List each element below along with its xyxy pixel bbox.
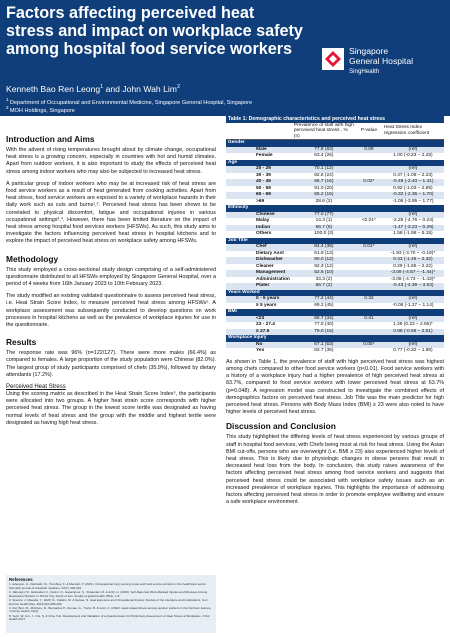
row-label: Administration — [256, 276, 290, 282]
table-caption: Table 1: Demographic characteristics and perceived heat stress — [226, 116, 444, 123]
section-results — [6, 337, 216, 427]
row-label: Chef — [226, 244, 292, 251]
author-1: Kenneth Bao Ren Leong — [6, 84, 101, 94]
row-label: 40 - 49 — [226, 179, 292, 186]
logo-line-1: Singapore — [349, 46, 389, 56]
row-coefficient: -3.08 (-4.73 – -1.43)* — [390, 276, 436, 282]
row-label: >69 — [256, 198, 265, 204]
row-prevalence: 79.0 (15) — [292, 329, 356, 336]
group-label: Job Title — [226, 238, 444, 245]
row-label: ≥ 27.5 — [226, 329, 292, 336]
table-group-header — [226, 140, 444, 147]
poster-title: Factors affecting perceived heat stress and impact on workplace safety among hospital food service workers — [6, 4, 303, 58]
row-coefficient: (ref) — [382, 212, 444, 219]
reference-item: 3. Spector, J. Masuda, Y., Wolff, N., Calkins, M. & Seixas, N. Heat Exposure and Occupational Injuries: Review of the Literature and Implications. Curr Environ Health Rep. 2019;6(4):286-296. — [9, 597, 208, 606]
row-label: Indian — [226, 225, 292, 232]
affiliation-2: $^2$ MOH Holdings, Singapore — [6, 105, 75, 114]
reference-item: 1. Adeogun, H., Darkwah, M., Trombley, K. & Mensah, P. (2021). Occupational injury among cooks and food service workers in the healthcare sector. Scientific journal of industrial medicine, 62(7), 609-616. — [9, 582, 207, 590]
reference-item: 4. Dul, Borr, M., McIntyre, D., Bernardes P., Dumas, G., Trucci, B. & Ianni, A. (2022). Heat related illness among outdoor workers in the Northern Europe, J Occup Health, 64(1). — [9, 605, 212, 614]
results-subheading: Perceived Heat Stress — [6, 384, 66, 391]
row-coefficient: -0.49 (-2.40 – 1.41) — [382, 179, 444, 186]
row-coefficient: (ref) — [382, 296, 444, 303]
row-coefficient: -0.06 (-1.27 – 1.14) — [392, 302, 434, 308]
row-label: 50 - 59 — [256, 185, 271, 191]
row-prevalence: 67.1 (53) — [292, 342, 356, 349]
row-label: Malay — [256, 218, 270, 224]
group-label: Ethnicity — [226, 205, 444, 212]
results-heading: Results — [6, 337, 37, 348]
row-label: Management — [226, 270, 292, 277]
right-column — [226, 116, 444, 511]
row-pvalue: <0.01* — [361, 218, 376, 224]
row-pvalue — [356, 348, 382, 355]
row-prevalence: 77.2 (44) — [292, 296, 356, 303]
row-coefficient: 0.47 (-1.08 – 2.23) — [393, 172, 433, 178]
row-label: Plater — [226, 283, 292, 290]
author-2: and John Wah Lim — [103, 84, 177, 94]
logo-subtitle: SingHealth — [349, 68, 380, 75]
row-prevalence: 66.7 (16) — [292, 179, 356, 186]
affiliation-1: $^1$ Department of Occupational and Environmental Medicine, Singapore General Hospital, Singapore — [6, 97, 253, 106]
row-prevalence: 66.7 (8) — [292, 225, 356, 232]
row-coefficient: (ref) — [382, 316, 444, 323]
results-paragraph-3: As shown in Table 1, the prevalence of staff with high perceived heat stress was highest among chefs compared to other food service workers (p<0.01). Food service workers with a history of a workplace injury had a higher prevalence of high perceived heat stress at 83.7%, compared to food service workers with lower perceived heat stress at 63.7% (p=0.048). A regression model was constructed to investigate the combined effects of demographics factors on perceived heat stress. Job Title was the main predictor for high perceived heat stress. Persons with Body Mass Index (BMI) ≥ 23 were also noted to have higher levels of perceived heat stress. — [226, 358, 444, 416]
table-header-row — [226, 123, 444, 140]
row-coefficient: 0.29 (-1.65 – 2.22) — [393, 263, 433, 269]
row-pvalue: 0.41 — [356, 316, 382, 323]
section-introduction — [6, 134, 216, 246]
group-label: Workplace Injury — [226, 335, 444, 342]
results-paragraph-1: The response rate was 96% (n=122/127). There were more males (66.4%) as compared to females. A large proportion of the study population were Chinese (82.0%). The largest group of study participants comprised of chefs (35.9%), followed by dietary attendants (17.2%). — [6, 350, 216, 378]
row-coefficient: 1.00 (-0.23 – 2.25) — [393, 153, 433, 159]
discussion-paragraph: This study highlighted the differing levels of heat stress experienced by various groups of staff in hospital food services, with Chefs being most at risk for heat stress. Using the Asian BMI cut-offs, persons who are overweight (i.e. BMI ≥ 23) also experienced higher levels of heat stress. This is likely due to physiologic changes in obese persons that result in decreased heat loss from the body. In conclusion, this study raises awareness of the factors affecting perceived heat stress among food service workers and suggests that perceived heat stress could be associated with workplace safety issues such as an increased prevalence of workplace injuries. This highlights the importance of addressing factors affecting perceived heat stress in order to promote employee wellbeing and ensure a safe workplace environment. — [226, 434, 444, 506]
row-pvalue: 0.05* — [356, 342, 382, 349]
intro-heading: Introduction and Aims — [6, 134, 95, 144]
row-prevalence: 61.9 (13) — [314, 250, 334, 256]
reference-item: 2. Jahangiri, M., Eskandari, F., Karimi, N., Hasanipour, S., Shakerian, M. & Azizi, H. (2019). Self-Reported Work-Related Injuries and Illnesses Among Restaurant Workers in Shiraz City, South of Iran. Annals of global health, 85(1), 1-8. — [9, 589, 208, 598]
row-pvalue: 0.09 — [356, 147, 382, 154]
row-prevalence: 80.0 (12) — [292, 257, 356, 264]
row-prevalence: 69.2 (45) — [314, 302, 334, 308]
row-coefficient: (ref) — [382, 166, 444, 173]
row-coefficient: 0.92 (-1.03 – 2.89) — [393, 185, 433, 191]
methods-heading: Methodology — [6, 253, 59, 264]
poster-header — [0, 0, 450, 116]
table-row — [226, 348, 444, 355]
row-prevalence: 52.6 (10) — [292, 270, 356, 277]
row-label: <23 — [226, 316, 292, 323]
row-prevalence: 82.8 (24) — [314, 172, 334, 178]
results-continued — [226, 359, 444, 507]
section-methodology — [6, 254, 216, 330]
row-prevalence: 14.3 (1) — [315, 218, 333, 224]
row-prevalence: 66.7 (34) — [292, 316, 356, 323]
group-label: Years Worked — [226, 290, 444, 297]
row-prevalence: 77.0 (77) — [292, 212, 356, 219]
discussion-heading: Discussion and Conclusion — [226, 421, 336, 432]
row-label: 0 - 5 years — [226, 296, 292, 303]
row-pvalue: 0.32 — [356, 296, 382, 303]
row-label: Female — [256, 153, 273, 159]
row-coefficient: (ref) — [382, 147, 444, 154]
row-prevalence: 83.7 (36) — [314, 348, 334, 354]
row-prevalence: 92.3 (12) — [314, 263, 334, 269]
row-coefficient: (ref) — [382, 244, 444, 251]
left-column — [6, 134, 216, 435]
row-pvalue: 0.02* — [356, 179, 382, 186]
header-prevalence: Prevalence of staff with high perceived heat stress , % (n) — [292, 123, 356, 140]
group-label: BMI — [226, 309, 444, 316]
row-prevalence: 77.8 (63) — [292, 147, 356, 154]
row-prevalence: 65.2 (15) — [292, 192, 356, 199]
row-coefficient: -0.32 (-2.35 – 1.70) — [382, 192, 444, 199]
row-prevalence: 100.0 (3) — [314, 231, 334, 237]
row-label: Dishwasher — [226, 257, 292, 264]
row-label: Cleaner — [256, 263, 274, 269]
row-prevalence: 70.1 (12) — [292, 166, 356, 173]
demographics-table — [226, 116, 444, 355]
methods-paragraph-1: This study employed a cross-sectional study design comprising of a self-administered questionnaire distributed to all HFSWs employed by Singapore General Hospital, over a period of 4 weeks from 16th January 2023 to 10th February 2023. — [6, 266, 216, 288]
row-label: No — [226, 342, 292, 349]
intro-paragraph-1: With the advent of rising temperatures brought about by climate change, occupational heat stress is a growing concern, especially in countries with hot and humid climates. Apart from outdoor workers, it is also important to study the effects of perceived heat stress among indoor workers who may also be subjected to increased heat stress. — [6, 147, 216, 175]
row-coefficient: 0.98 (-0.56 – 2.51) — [382, 329, 444, 336]
logo-mark-icon — [322, 48, 344, 70]
row-prevalence: 28.6 (2) — [315, 198, 333, 204]
reference-item: 5. Yeoh, W. Lim, J., Ooi, S. & Chia, S.E. Development and Validation of a Questionnaire for Preliminary Assessment of Heat Stress at Workplace. J Occ Health 2017. — [9, 613, 210, 622]
row-label: 20 - 29 — [226, 166, 292, 173]
group-label: Age — [226, 160, 444, 167]
row-prevalence: 77.0 (40) — [314, 322, 334, 328]
row-coefficient: 1.39 (0.23 – 2.55)* — [393, 322, 433, 328]
row-label: 60 - 69 — [226, 192, 292, 199]
logo-line-2: General Hospital — [349, 56, 414, 66]
row-coefficient: 0.43 (-1.46 – 2.32) — [382, 257, 444, 264]
row-coefficient: 0.77 (-0.32 – 1.86) — [393, 348, 433, 354]
row-label: Yes — [256, 348, 265, 354]
group-label: Gender — [226, 140, 444, 147]
row-label: Dietary Asst — [256, 250, 284, 256]
row-coefficient: -0.43 (-4.39 – 3.53) — [382, 283, 444, 290]
row-coefficient: (ref) — [382, 342, 444, 349]
row-coefficient: -1.47 (-3.23 – 0.29) — [382, 225, 444, 232]
row-prevalence: 91.0 (20) — [314, 185, 334, 191]
row-prevalence: 66.7 (2) — [292, 283, 356, 290]
row-coefficient: 1.58 (-1.98 – 5.15) — [393, 231, 433, 237]
row-coefficient: -3.09 (-4.67 – -1.44)* — [382, 270, 444, 277]
results-paragraph-2: Using the scoring matrix as described in the Heat Strain Score Index⁵, the participants were allocated into two groups. A higher heat strain score corresponds with higher perceived heat stress. The group in the lowest score tertile was designated as having normal levels of heat stress and the group with the middle and highest tertile were designated as having high heat stress. — [6, 391, 216, 426]
authors: Kenneth Bao Ren Leong$^1$ and John Wah Lim$^2$ — [6, 84, 180, 94]
row-prevalence: 84.4 (38) — [292, 244, 356, 251]
row-prevalence: 63.4 (26) — [314, 153, 334, 159]
intro-paragraph-2: A particular group of indoor workers who may be at increased risk of heat stress are food service workers as a result of heat generated from cooking activities. Apart from heat stress, food service workers are exposed to a variety of workplace hazards in their daily work such as cuts and burns¹,². Perceived heat stress has been shown to be correlated to physical discomfort, fatigue and occupational injuries in various occupational settings³,⁴. However, there has been limited literature on the impact of heat stress among hospital food services workers (HFSWs). As such, this study aims to investigate the factors influencing perceived heat stress in hospital kitchens and to explore the impact of perceived heat stress on workplace safety among HFSWs. — [6, 180, 216, 245]
header-coefficient: Heat Stress Index regression coefficient — [382, 123, 444, 140]
row-coefficient: -1.06 (-3.95 – 1.77) — [392, 198, 434, 204]
row-label: 23 - 27.4 — [256, 322, 275, 328]
methods-paragraph-2: The study modified an existing validated questionnaire to assess perceived heat stress, i.e. Heat Strain Score Index, to measure perceived heat stress among HFSWs⁵. A workplace assessment was subsequently conducted to develop questions on work processes in hospital kitchens as well as the prevalence of workplace injuries for use in the questionnaire. — [6, 293, 216, 329]
row-label: Male — [226, 147, 292, 154]
row-label: 30 - 39 — [256, 172, 271, 178]
row-label: ≥ 5 years — [256, 302, 277, 308]
references-title: References — [9, 577, 33, 582]
header-pvalue: P-value — [356, 123, 382, 140]
row-coefficient: -2.26 (-4.76 – 0.24) — [392, 218, 434, 224]
references-box — [6, 575, 216, 633]
hospital-logo — [322, 46, 440, 96]
row-label: Chinese — [226, 212, 292, 219]
row-prevalence: 33.3 (2) — [315, 276, 333, 282]
row-pvalue: 0.01* — [356, 244, 382, 251]
row-coefficient: -1.93 (-3.70 – -0.19)* — [390, 250, 436, 256]
row-label: Others — [256, 231, 272, 237]
